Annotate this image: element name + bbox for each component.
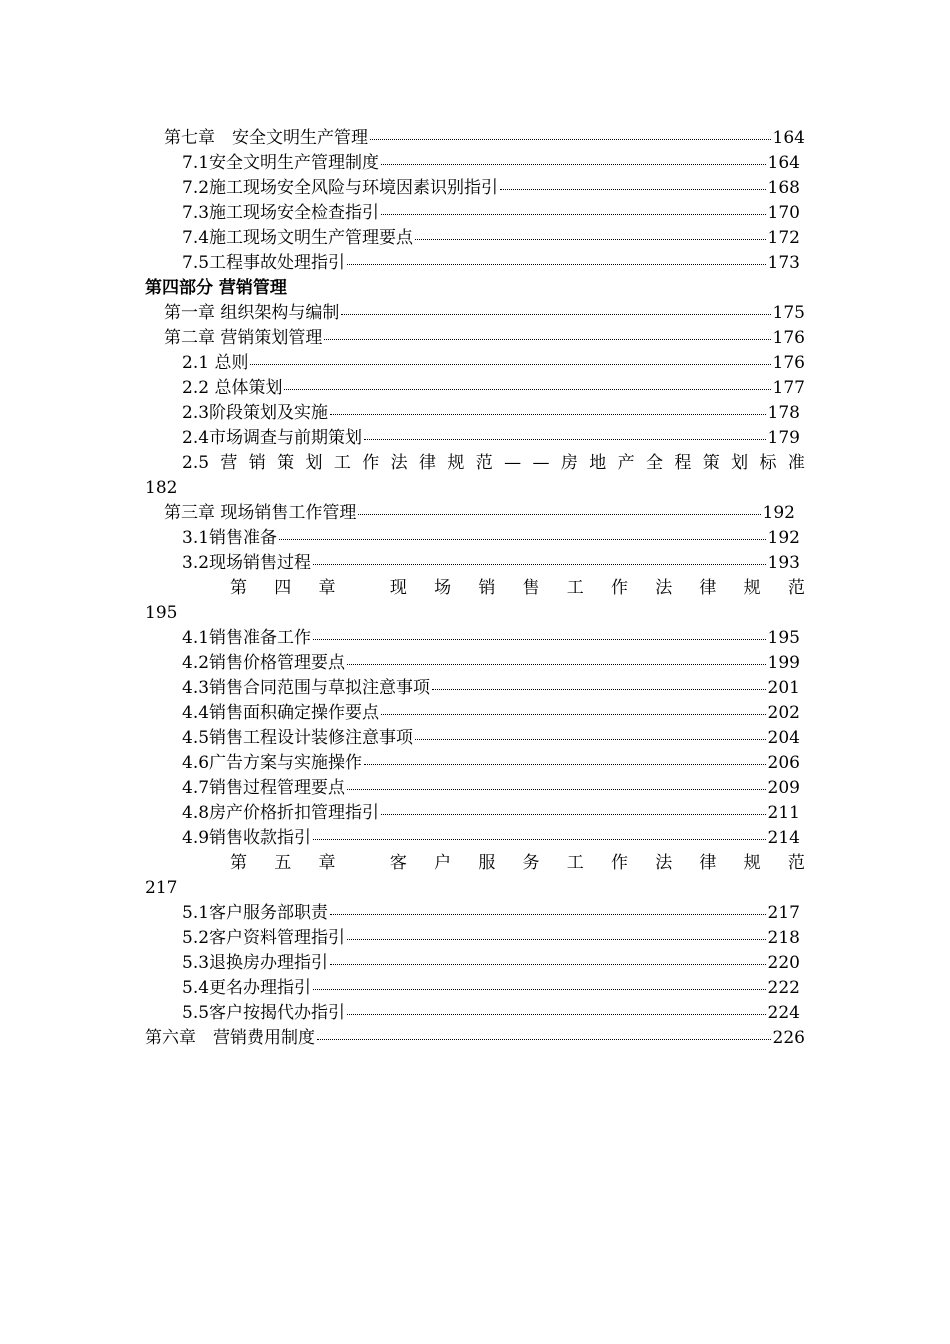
toc-entry-label: 4.2销售价格管理要点: [182, 653, 346, 673]
toc-entry-char: 律: [699, 578, 717, 598]
toc-entry: [182, 351, 805, 376]
toc-entry-page: 222: [767, 978, 800, 998]
toc-entry-char: 范: [475, 453, 493, 473]
toc-entry-label: 4.6广告方案与实施操作: [182, 753, 363, 773]
dot-leader: [317, 1038, 771, 1040]
toc-entry-label: 第一章 组织架构与编制: [164, 303, 340, 323]
toc-entry-label: 7.4施工现场文明生产管理要点: [182, 228, 414, 248]
toc-entry-page: 192: [767, 528, 800, 548]
toc-entry: [182, 226, 800, 251]
toc-entry-page: 209: [767, 778, 800, 798]
toc-entry-page: 224: [767, 1003, 800, 1023]
toc-entry: [164, 126, 805, 151]
dot-leader: [381, 163, 766, 165]
toc-entry-label: 7.2施工现场安全风险与环境因素识别指引: [182, 178, 499, 198]
toc-entry-page: 211: [767, 803, 800, 823]
toc-entry-char: 售: [522, 578, 540, 598]
toc-entry-page: 199: [767, 653, 800, 673]
toc-entry-page: 176: [772, 353, 805, 373]
toc-entry-label: 4.8房产价格折扣管理指引: [182, 803, 380, 823]
toc-entry-char: 法: [390, 453, 408, 473]
toc-entry-char: 工: [566, 578, 584, 598]
toc-entry-justified: [230, 851, 805, 876]
dot-leader: [347, 263, 766, 265]
toc-entry-char: 准: [787, 453, 805, 473]
toc-entry: [182, 526, 800, 551]
toc-entry-char: 场: [434, 578, 452, 598]
toc-entry-label: 第二章 营销策划管理: [164, 328, 323, 348]
toc-entry: [182, 801, 800, 826]
toc-entry-char: 策: [277, 453, 295, 473]
dot-leader: [500, 188, 766, 190]
toc-entry-page: 218: [767, 928, 800, 948]
toc-entry-page: 206: [767, 753, 800, 773]
toc-entry-page: 182: [145, 478, 178, 498]
toc-entry-label: 7.5工程事故处理指引: [182, 253, 346, 273]
toc-entry-page: 178: [767, 403, 800, 423]
toc-entry-char: —: [504, 453, 522, 473]
dot-leader: [347, 663, 766, 665]
toc-entry-label: 7.1安全文明生产管理制度: [182, 153, 380, 173]
toc-entry-char: 律: [419, 453, 437, 473]
toc-entry: [182, 976, 800, 1001]
toc-entry: [182, 951, 800, 976]
toc-entry-char: 作: [362, 453, 380, 473]
dot-leader: [341, 313, 770, 315]
toc-entry-label: 4.9销售收款指引: [182, 828, 312, 848]
toc-entry: [182, 151, 800, 176]
toc-entry-char: 法: [655, 853, 673, 873]
toc-entry-page: 192: [762, 503, 795, 523]
dot-leader: [364, 763, 766, 765]
toc-entry-char: 地: [589, 453, 607, 473]
toc-entry-page: 193: [767, 553, 800, 573]
toc-entry: [182, 726, 800, 751]
dot-leader: [250, 363, 770, 365]
toc-entry-page: 214: [767, 828, 800, 848]
toc-entry-char: 范: [787, 578, 805, 598]
toc-entry: [164, 301, 805, 326]
toc-entry-label: 5.2客户资料管理指引: [182, 928, 346, 948]
toc-entry-page: 202: [767, 703, 800, 723]
toc-entry: [182, 551, 800, 576]
toc-entry-char: 标: [759, 453, 777, 473]
toc-entry-char: —: [532, 453, 550, 473]
toc-entry: [182, 251, 800, 276]
toc-entry: [182, 701, 800, 726]
dot-leader: [381, 713, 766, 715]
dot-leader: [347, 938, 766, 940]
toc-entry: [182, 426, 800, 451]
dot-leader: [415, 738, 766, 740]
toc-entry-char: 工: [566, 853, 584, 873]
toc-entry-label: 5.4更名办理指引: [182, 978, 312, 998]
toc-entry-page: 195: [145, 603, 178, 623]
toc-entry-char: 现: [389, 578, 407, 598]
toc-entry-char: 服: [478, 853, 496, 873]
toc-entry-char: 2.5: [182, 453, 210, 473]
toc-entry-label: 5.1客户服务部职责: [182, 903, 329, 923]
toc-entry-char: 户: [434, 853, 452, 873]
toc-entry: [182, 201, 800, 226]
toc-entry: [164, 501, 795, 526]
toc-entry-label: 第六章 营销费用制度: [145, 1028, 315, 1048]
toc-entry-char: 营: [220, 453, 238, 473]
toc-entry-char: 律: [699, 853, 717, 873]
toc-entry-page: 173: [767, 253, 800, 273]
toc-entry-char: 作: [610, 853, 628, 873]
toc-entry: [182, 926, 800, 951]
toc-entry-page: 175: [772, 303, 805, 323]
toc-entry: [182, 376, 805, 401]
dot-leader: [432, 688, 766, 690]
toc-entry-label: 4.7销售过程管理要点: [182, 778, 346, 798]
dot-leader: [313, 563, 766, 565]
dot-leader: [330, 963, 766, 965]
toc-entry-page: 217: [145, 878, 178, 898]
toc-entry-char: 客: [389, 853, 407, 873]
dot-leader: [330, 913, 766, 915]
toc-entry-label: 7.3施工现场安全检查指引: [182, 203, 380, 223]
toc-entry-page: 195: [767, 628, 800, 648]
toc-entry-label: 5.3退换房办理指引: [182, 953, 329, 973]
toc-entry-label: 3.2现场销售过程: [182, 553, 312, 573]
toc-entry-page: 217: [767, 903, 800, 923]
dot-leader: [330, 413, 766, 415]
toc-entry: [182, 401, 800, 426]
dot-leader: [364, 438, 766, 440]
toc-entry: [145, 1026, 805, 1051]
toc-entry-page: 179: [767, 428, 800, 448]
toc-entry-char: 四: [274, 578, 292, 598]
toc-entry: [182, 776, 800, 801]
dot-leader: [358, 513, 760, 515]
dot-leader: [279, 538, 766, 540]
toc-entry-char: 规: [743, 578, 761, 598]
toc-entry: [182, 676, 800, 701]
toc-entry-label: 3.1销售准备: [182, 528, 278, 548]
toc-entry: [182, 626, 800, 651]
toc-entry: [182, 826, 800, 851]
toc-entry-page: 220: [767, 953, 800, 973]
toc-entry-char: 策: [702, 453, 720, 473]
toc-entry-char: 程: [674, 453, 692, 473]
toc-entry: [164, 326, 805, 351]
dot-leader: [347, 1013, 766, 1015]
toc-entry-label: 4.1销售准备工作: [182, 628, 312, 648]
dot-leader: [284, 388, 770, 390]
toc-entry-page: 164: [772, 128, 805, 148]
toc-entry: [182, 751, 800, 776]
dot-leader: [313, 838, 766, 840]
toc-entry-label: 2.4市场调查与前期策划: [182, 428, 363, 448]
toc-entry-label: 2.1 总则: [182, 353, 249, 373]
toc-entry-page: 177: [772, 378, 805, 398]
toc-entry-page: 170: [767, 203, 800, 223]
dot-leader: [415, 238, 766, 240]
toc-entry-label: 4.5销售工程设计装修注意事项: [182, 728, 414, 748]
toc-entry-page: 176: [772, 328, 805, 348]
toc-entry-char: 销: [478, 578, 496, 598]
part-heading: 第四部分 营销管理: [145, 278, 287, 298]
toc-entry-char: 规: [743, 853, 761, 873]
dot-leader: [347, 788, 766, 790]
toc-entry-label: 4.3销售合同范围与草拟注意事项: [182, 678, 431, 698]
toc-entry-label: 4.4销售面积确定操作要点: [182, 703, 380, 723]
toc-entry: [182, 1001, 800, 1026]
dot-leader: [313, 638, 766, 640]
toc-entry: [182, 176, 800, 201]
toc-entry-page: 204: [767, 728, 800, 748]
dot-leader: [381, 813, 766, 815]
toc-entry-char: 产: [617, 453, 635, 473]
toc-entry-label: 第三章 现场销售工作管理: [164, 503, 357, 523]
dot-leader: [381, 213, 766, 215]
toc-entry-label: 2.3阶段策划及实施: [182, 403, 329, 423]
toc-entry-page: 172: [767, 228, 800, 248]
toc-entry-char: 作: [610, 578, 628, 598]
toc-entry-char: 划: [305, 453, 323, 473]
toc-entry-page: 226: [772, 1028, 805, 1048]
toc-entry: [182, 651, 800, 676]
toc-entry-label: 第七章 安全文明生产管理: [164, 128, 368, 148]
dot-leader: [370, 138, 771, 140]
toc-entry-justified: [230, 576, 805, 601]
toc-entry: [182, 901, 800, 926]
toc-entry-label: 5.5客户按揭代办指引: [182, 1003, 346, 1023]
toc-entry-char: 章: [318, 853, 336, 873]
toc-entry-char: 销: [248, 453, 266, 473]
toc-entry-label: 2.2 总体策划: [182, 378, 283, 398]
toc-entry-char: 法: [655, 578, 673, 598]
toc-entry-char: 务: [522, 853, 540, 873]
toc-entry-char: 章: [318, 578, 336, 598]
toc-entry-char: 第: [230, 578, 247, 598]
toc-entry-justified: [182, 451, 805, 476]
dot-leader: [313, 988, 766, 990]
toc-entry-char: 全: [646, 453, 664, 473]
toc-entry-page: 168: [767, 178, 800, 198]
toc-entry-page: 201: [767, 678, 800, 698]
toc-entry-char: 规: [447, 453, 465, 473]
toc-entry-char: 范: [787, 853, 805, 873]
toc-entry-char: 第: [230, 853, 247, 873]
toc-entry-char: 房: [560, 453, 578, 473]
toc-entry-char: 五: [274, 853, 292, 873]
toc-entry-page: 164: [767, 153, 800, 173]
toc-entry-char: 划: [731, 453, 749, 473]
dot-leader: [324, 338, 770, 340]
toc-entry-char: 工: [333, 453, 351, 473]
